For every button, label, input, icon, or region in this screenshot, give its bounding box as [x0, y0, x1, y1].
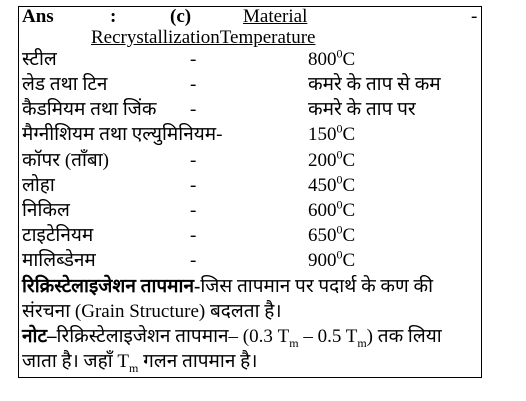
recrystallization-temp: $800^0C$ — [308, 46, 356, 70]
recrystallization-temp: कमरे के ताप से कम — [308, 74, 441, 95]
material-name: टाइटेनियम — [22, 225, 94, 246]
row-separator: - — [190, 200, 197, 221]
row-separator: - — [190, 175, 197, 196]
answer-colon: : — [110, 6, 117, 27]
recrystallization-temp: $900^0C$ — [308, 247, 356, 271]
recrystallization-temp: $650^0C$ — [308, 222, 356, 246]
note-line1: नोट–रिक्रिस्टेलाइजेशन तापमान– (0.3 $T_m - 0.5$ $T_m$) तक लिया — [22, 326, 442, 350]
row-separator: - — [190, 74, 197, 95]
row-separator: - — [190, 150, 197, 171]
definition-line2: संरचना (Grain Structure) बदलता है। — [22, 301, 282, 322]
recrystallization-temp: $450^0C$ — [308, 172, 356, 196]
table-title-line2: RecrystallizationTemperature — [91, 27, 316, 48]
material-name: मैग्नीशियम तथा एल्युमिनियम- — [22, 124, 223, 145]
material-name: कैडमियम तथा जिंक — [22, 99, 157, 120]
note-line2: जाता है। जहाँ $T_m$ गलन तापमान है। — [22, 351, 258, 375]
table-title-line1: Material — [243, 6, 308, 27]
answer-option: (c) — [170, 6, 192, 27]
recrystallization-temp: कमरे के ताप पर — [308, 99, 416, 120]
row-separator: - — [190, 49, 197, 70]
row-separator: - — [190, 250, 197, 271]
definition-term: रिक्रिस्टेलाइजेशन तापमान- — [22, 276, 201, 297]
material-name: निकिल — [22, 200, 70, 221]
recrystallization-temp: $150^0C$ — [308, 121, 356, 145]
recrystallization-temp: $600^0C$ — [308, 197, 356, 221]
material-name: मालिब्डेनम — [22, 250, 96, 271]
header-dash: - — [471, 6, 478, 27]
row-separator: - — [190, 225, 197, 246]
recrystallization-temp: $200^0C$ — [308, 147, 356, 171]
note-label: नोट– — [22, 326, 57, 347]
material-name: कॉपर (ताँबा) — [22, 150, 110, 171]
definition-line1: रिक्रिस्टेलाइजेशन तापमान-जिस तापमान पर पदार्थ के कण की — [22, 276, 434, 297]
answer-label: Ans — [22, 6, 54, 27]
row-separator: - — [190, 99, 197, 120]
material-name: लोहा — [22, 175, 55, 196]
material-name: स्टील — [22, 49, 57, 70]
material-name: लेड तथा टिन — [22, 74, 108, 95]
